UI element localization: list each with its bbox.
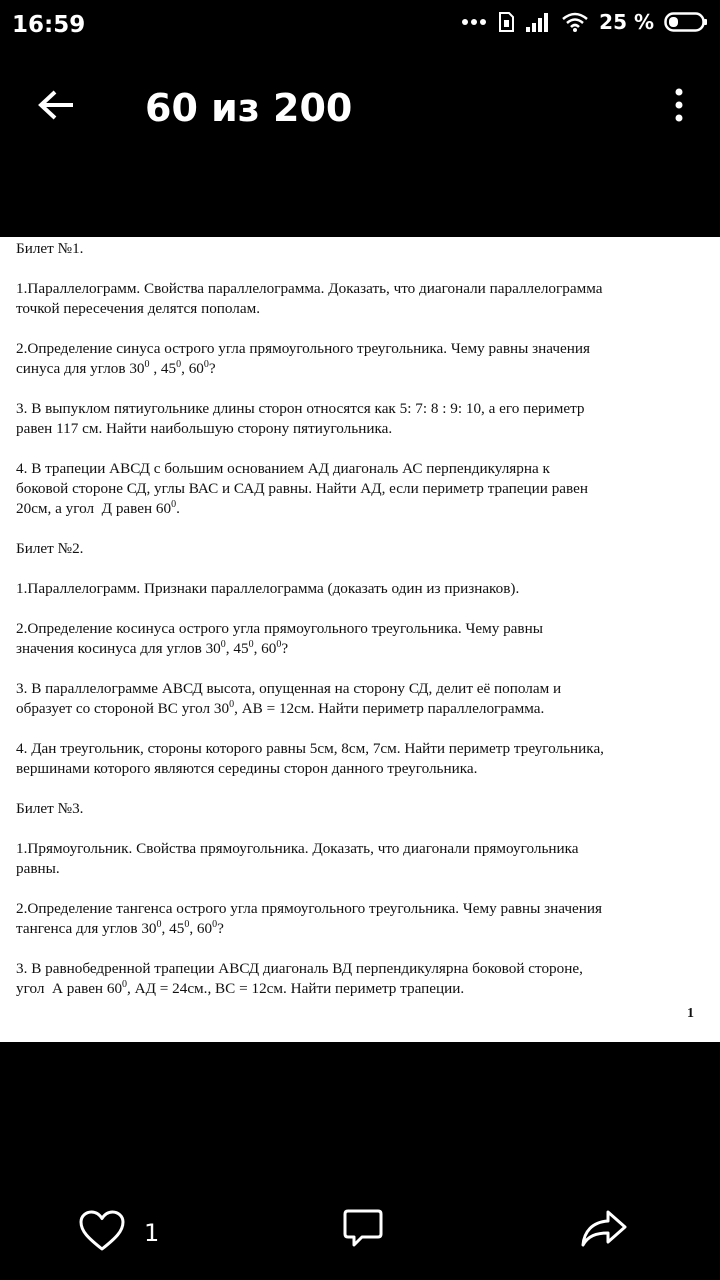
document-page[interactable] bbox=[0, 237, 720, 1042]
like-count: 1 bbox=[144, 1219, 160, 1247]
ticket bbox=[16, 539, 706, 779]
comment-button[interactable] bbox=[342, 1208, 388, 1254]
question-line: образует со стороной ВС угол $30^0$, АВ = 12см. Найти периметр параллелограмма. bbox=[16, 698, 545, 717]
battery-percent: 25 % bbox=[599, 10, 654, 34]
question-line: тангенса для углов $30^0$, $45^0$, $60^0$? bbox=[16, 918, 224, 937]
question-line: равны. bbox=[16, 860, 60, 877]
ticket-title: Билет №1. bbox=[16, 240, 84, 257]
question-line: синуса для углов $30^0$ , $45^0$, $60^0$? bbox=[16, 358, 216, 377]
question bbox=[16, 619, 706, 659]
question-line: 2.Определение синуса острого угла прямоугольного треугольника. Чему равны значения bbox=[16, 340, 591, 357]
question-line: вершинами которого являются середины сторон данного треугольника. bbox=[16, 760, 478, 777]
ticket bbox=[16, 239, 706, 519]
question bbox=[16, 339, 706, 379]
sim-icon bbox=[497, 11, 515, 33]
question-line: 20см, а угол Д равен $60^0$. bbox=[16, 498, 180, 517]
tickets-container bbox=[16, 239, 706, 999]
question bbox=[16, 399, 706, 439]
ticket-title: Билет №3. bbox=[16, 800, 84, 817]
question-line: 1.Параллелограмм. Свойства параллелограмма. Доказать, что диагонали параллелограмма bbox=[16, 280, 603, 297]
comment-icon bbox=[342, 1237, 384, 1254]
wifi-icon bbox=[561, 11, 589, 33]
arrow-left-icon bbox=[37, 89, 75, 126]
question-line: равен 117 см. Найти наибольшую сторону пятиугольника. bbox=[16, 420, 393, 437]
back-button[interactable] bbox=[28, 82, 84, 132]
question-line: 2.Определение тангенса острого угла прямоугольного треугольника. Чему равны значения bbox=[16, 900, 603, 917]
page-counter-title: 60 из 200 bbox=[145, 86, 353, 130]
dots-icon bbox=[461, 18, 487, 26]
question-line: 4. В трапеции АВСД с большим основанием АД диагональ АС перпендикулярна к bbox=[16, 460, 550, 477]
question-line: боковой стороне СД, углы ВАС и САД равны. Найти АД, если периметр трапеции равен bbox=[16, 480, 588, 497]
question bbox=[16, 739, 706, 779]
question-line: значения косинуса для углов $30^0$, $45^0$, $60^0$? bbox=[16, 638, 289, 657]
more-options-button[interactable] bbox=[664, 82, 694, 132]
question bbox=[16, 839, 706, 879]
question-line: угол А равен $60^0$, АД = 24см., ВС = 12см. Найти периметр трапеции. bbox=[16, 978, 465, 997]
share-button[interactable] bbox=[580, 1208, 630, 1254]
ticket bbox=[16, 799, 706, 999]
status-time: 16:59 bbox=[12, 12, 86, 38]
question-line: 1.Параллелограмм. Признаки параллелограмма (доказать один из признаков). bbox=[16, 580, 520, 597]
bottom-action-bar bbox=[0, 1190, 720, 1280]
question-line: 3. В параллелограмме АВСД высота, опущенная на сторону СД, делит её пополам и bbox=[16, 680, 562, 697]
signal-icon bbox=[525, 11, 551, 33]
more-vert-icon bbox=[674, 88, 684, 127]
question bbox=[16, 279, 706, 319]
question bbox=[16, 579, 706, 599]
question-line: 3. В выпуклом пятиугольнике длины сторон относятся как 5: 7: 8 : 9: 10, а его периметр bbox=[16, 400, 585, 417]
share-icon bbox=[580, 1235, 628, 1252]
app-bar bbox=[0, 52, 720, 162]
battery-icon bbox=[664, 11, 708, 33]
status-bar bbox=[0, 0, 720, 52]
question bbox=[16, 959, 706, 999]
heart-icon bbox=[78, 1239, 126, 1256]
question bbox=[16, 899, 706, 939]
status-icons bbox=[461, 10, 708, 34]
question-line: 3. В равнобедренной трапеции АВСД диагональ ВД перпендикулярна боковой стороне, bbox=[16, 960, 583, 977]
question-line: 1.Прямоугольник. Свойства прямоугольника. Доказать, что диагонали прямоугольника bbox=[16, 840, 579, 857]
like-button[interactable] bbox=[78, 1210, 130, 1254]
ticket-title: Билет №2. bbox=[16, 540, 84, 557]
question bbox=[16, 459, 706, 519]
question-line: 2.Определение косинуса острого угла прямоугольного треугольника. Чему равны bbox=[16, 620, 543, 637]
page-number: 1 bbox=[687, 1006, 694, 1021]
question-line: точкой пересечения делятся пополам. bbox=[16, 300, 261, 317]
question-line: 4. Дан треугольник, стороны которого равны 5см, 8см, 7см. Найти периметр треугольника, bbox=[16, 740, 604, 757]
question bbox=[16, 679, 706, 719]
